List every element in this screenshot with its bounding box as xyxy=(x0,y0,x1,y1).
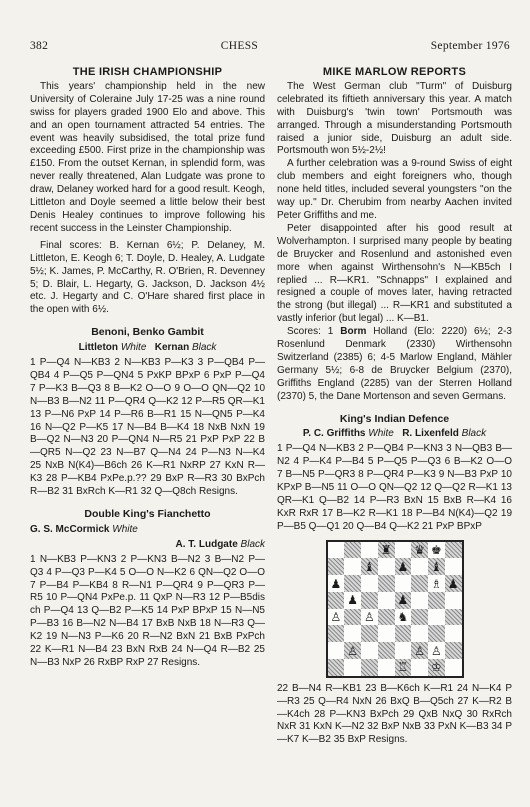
irish-paragraph-1: This years' championship held in the new University of Coleraine July 17-25 was a nine round swiss for players graded 1900 Elo and above. This and an open tournament attracted 54 entries. The event was heavily subsidised, the total prize fund exceeding £500. First prize in the championship was £150. From the outset Kernan, in splendid form, was never really threatened, Alan Ludgate was prone to draw, Delaney worked hard for a good result. Keogh, Littleton and Doyle seemed a little below their best Denis Healey continues to improve following his recent success in the Leinster Championship. xyxy=(30,80,265,234)
chessboard xyxy=(326,540,464,678)
chess-piece-icon: ♟ xyxy=(447,576,459,591)
chess-piece-icon: ♙ xyxy=(330,610,342,625)
board-square xyxy=(411,625,428,642)
game2-white-line xyxy=(30,524,265,537)
board-square xyxy=(328,625,345,642)
chess-piece-icon: ♙ xyxy=(414,643,425,658)
board-square xyxy=(445,558,462,575)
board-square xyxy=(428,575,445,592)
board-square xyxy=(344,575,361,592)
marlow-paragraph-2: A further celebration was a 9-round Swiss of eight club members and eight foreigners who, though none held titles, included several youngsters "on the way up." Dr. Cherubim from nearby Aachen invited Peter Griffiths and me. xyxy=(277,158,512,221)
board-square xyxy=(395,542,412,559)
game1-title: Benoni, Benko Gambit xyxy=(91,326,204,339)
board-square xyxy=(411,659,428,676)
board-square xyxy=(395,642,412,659)
irish-final-scores: Final scores: B. Kernan 6½; P. Delaney, M. Littleton, E. Keogh 6; T. Doyle, D. Healey, A. Ludgate 5½; K. James, P. McCarthy, R. O'Brien, R. Devenney 5; D. Blair, L. Hegarty, G. Jackson, D. Jackson 4½ etc. J. Hegarty and C. O'Hare shared first place in the open with 6½. xyxy=(30,239,265,316)
article-columns xyxy=(30,66,512,747)
left-column xyxy=(30,66,265,747)
board-square xyxy=(428,625,445,642)
board-square xyxy=(428,659,445,676)
chess-piece-icon: ♟ xyxy=(347,593,358,608)
board-square xyxy=(411,575,428,592)
running-head xyxy=(30,40,512,52)
board-square xyxy=(411,558,428,575)
board-square xyxy=(328,542,345,559)
marlow-reports-title: MIKE MARLOW REPORTS xyxy=(322,66,467,78)
board-square xyxy=(395,625,412,642)
chess-piece-icon: ♔ xyxy=(430,660,442,675)
board-square xyxy=(411,642,428,659)
game2-black-label: Black xyxy=(240,538,265,550)
board-square xyxy=(445,592,462,609)
marlow-scores-lead: Scores: 1 xyxy=(287,326,341,338)
chess-piece-icon: ♙ xyxy=(363,610,375,625)
game1-moves: 1 P—Q4 N—KB3 2 N—KB3 P—K3 3 P—QB4 P—QB4 4 P—Q5 P—QN4 5 PxKP BPxP 6 PxP P—Q4 7 P—K3 B—Q3 8 B—K2 O—O 9 O—O QN—Q2 10 N—B3 B—N2 11 P—QR4 Q—K2 12 P—R5 QR—K1 13 P—N6 PxP 14 P—R6 B—R1 15 N—QN5 P—K4 16 N—Q2 P—K5 17 N—B4 B—K4 18 NxB NxN 19 B—Q2 N—N3 20 P—QN4 N—R5 21 PxP PxP 22 B—QR5 N—Q2 23 N—B7 Q—N4 24 P—N3 N—K4 25 NxB N(K4)—B6ch 26 K—R1 NxRP 27 KxN R—K3 28 P—KB4 PxPe.p.?? 29 BxP R—R3 30 BxPch R—B2 31 BxRch K—R1 32 Q—Q8ch Resigns. xyxy=(30,357,265,498)
game2-white-label: White xyxy=(112,523,138,535)
game3-title: King's Indian Defence xyxy=(339,412,450,425)
board-square xyxy=(328,609,345,626)
board-square xyxy=(344,558,361,575)
board-square xyxy=(361,642,378,659)
board-square xyxy=(445,642,462,659)
board-square xyxy=(361,659,378,676)
game3-players xyxy=(277,428,512,441)
board-square xyxy=(378,558,395,575)
board-square xyxy=(428,609,445,626)
board-square xyxy=(344,542,361,559)
game1-black-label: Black xyxy=(191,342,217,354)
chess-piece-icon: ♝ xyxy=(430,559,442,574)
board-square xyxy=(344,625,361,642)
board-square xyxy=(328,558,345,575)
board-square xyxy=(361,542,378,559)
issue-date: September 1976 xyxy=(430,40,510,52)
game3-white-player: P. C. Griffiths xyxy=(302,428,366,440)
board-square xyxy=(428,592,445,609)
board-square xyxy=(378,609,395,626)
board-square xyxy=(445,625,462,642)
chess-diagram xyxy=(277,540,512,678)
game3-moves-after-diagram: 22 B—N4 R—KB1 23 B—K6ch K—R1 24 N—K4 P—R3 25 Q—R4 NxN 26 BxQ B—Q5ch 27 K—R2 B—K4ch 28 P—KN3 BxPch 29 QxB NxQ 30 RxRch NxR 31 KxN K—N2 32 BxP NxB 33 PxN K—B3 34 P—K7 K—B2 35 BxP Resigns. xyxy=(277,682,512,746)
marlow-paragraph-3: Peter disappointed after his good result at Wolverhampton. I surprised many people by beating de Bruycker and Rosenlund and astonished even more when against Wirthensohn's N—KB5ch I replied ... R—KR1. "Schnapps" I explained and resigned a couple of moves later, having retracted the strong (but illegal) ... R—KR1 and substituted a vastly inferior (but legal) ... K—B1. xyxy=(277,222,512,325)
chess-piece-icon: ♚ xyxy=(430,543,442,558)
chess-piece-icon: ♙ xyxy=(430,643,442,658)
game2-title: Double King's Fianchetto xyxy=(84,508,211,520)
board-square xyxy=(428,542,445,559)
marlow-paragraph-1: The West German club "Turm" of Duisburg celebrated its fiftieth anniversary this year. A match with Duisburg's 'twin town' Portsmouth was arranged. Through a misunderstanding Portsmouth raised a junior side, Duisburg an adult side. Portsmouth won 5½-2½! xyxy=(277,80,512,157)
page-number: 382 xyxy=(30,40,49,52)
marlow-scores-rest: Holland (Elo: 2220) 6½; 2-3 Rosenlund Denmark (2330) Wirthensohn Switzerland (2385) 6; 4-5 Marlow England, Mähler Germany 5½; 6-8 de Bruycker Belgium (2370), Griffiths England (2285) van der Sterren Holland (2370) 5, the Dane Mortenson and seven Germans. xyxy=(277,326,512,402)
board-square xyxy=(361,625,378,642)
board-square xyxy=(428,558,445,575)
marlow-scores-winner: Borm xyxy=(340,326,367,338)
game3-moves-before-diagram: 1 P—Q4 N—KB3 2 P—QB4 P—KN3 3 N—QB3 B—N2 4 P—K4 P—B4 5 P—Q5 P—Q3 6 B—K2 O—O 7 B—N5 P—QR3 8 P—QR4 P—K3 9 N—B3 PxP 10 KPxP B—N5 11 O—O QN—Q2 12 Q—Q2 R—K1 13 QR—K1 Q—B2 14 P—R3 BxN 15 BxB R—K4 16 KxR RxR 17 B—K2 R—K1 18 P—B4 N(K4)—Q2 19 P—B5 Q—Q1 20 Q—B4 Q—K2 21 PxP BPxP xyxy=(277,443,512,532)
game3-black-label: Black xyxy=(461,428,487,440)
chess-piece-icon: ♞ xyxy=(397,610,409,625)
board-square xyxy=(328,659,345,676)
board-square xyxy=(328,592,345,609)
chess-piece-icon: ♟ xyxy=(330,576,342,591)
board-square xyxy=(361,558,378,575)
board-square xyxy=(428,642,445,659)
game2-moves: 1 N—KB3 P—KN3 2 P—KN3 B—N2 3 B—N2 P—Q3 4 P—Q3 P—K4 5 O—O N—K2 6 QN—Q2 O—O 7 P—B4 P—KB4 8 R—N1 P—QR4 9 P—QR3 P—R5 10 P—QN4 PxPe.p. 11 QxP N—R3 12 P—B5dis ch P—Q4 13 Q—B2 P—K5 14 PxP BPxP 15 N—N5 P—B3 16 B—N2 N—B4 17 BxB NxB 18 N—R3 Q—K2 19 N—N3 P—K6 20 R—N2 BxN 21 BxB PxPch 22 K—R1 N—B4 23 BxN RxB 24 N—Q4 R—B2 25 N—B3 NxP 26 RxBP RxP 27 Resigns. xyxy=(30,553,265,668)
board-square xyxy=(361,575,378,592)
game1-white-player: Littleton xyxy=(78,342,119,354)
board-square xyxy=(361,592,378,609)
board-square xyxy=(411,542,428,559)
board-square xyxy=(344,659,361,676)
board-square xyxy=(395,659,412,676)
chess-piece-icon: ♛ xyxy=(414,543,425,558)
board-square xyxy=(344,642,361,659)
game2-black-line xyxy=(30,539,265,552)
board-square xyxy=(344,609,361,626)
board-square xyxy=(411,609,428,626)
board-square xyxy=(395,592,412,609)
chess-piece-icon: ♝ xyxy=(363,559,375,574)
magazine-name: CHESS xyxy=(220,40,259,52)
board-square xyxy=(445,542,462,559)
board-square xyxy=(411,592,428,609)
board-square xyxy=(395,558,412,575)
chess-piece-icon: ♟ xyxy=(397,593,409,608)
game1-white-label: White xyxy=(120,342,147,354)
board-square xyxy=(378,592,395,609)
irish-championship-title: THE IRISH CHAMPIONSHIP xyxy=(72,66,223,78)
board-square xyxy=(328,575,345,592)
board-square xyxy=(378,625,395,642)
marlow-scores xyxy=(277,326,512,403)
game2-black-player: A. T. Ludgate xyxy=(175,538,238,550)
chess-piece-icon: ♙ xyxy=(347,643,358,658)
board-square xyxy=(378,542,395,559)
board-square xyxy=(395,575,412,592)
board-square xyxy=(378,659,395,676)
chess-piece-icon: ♟ xyxy=(397,559,409,574)
chess-piece-icon: ♗ xyxy=(430,576,442,591)
board-square xyxy=(445,609,462,626)
right-column xyxy=(277,66,512,747)
chess-piece-icon: ♜ xyxy=(380,543,392,558)
game3-white-label: White xyxy=(368,428,394,440)
game1-players xyxy=(30,342,265,355)
board-square xyxy=(378,575,395,592)
board-square xyxy=(395,609,412,626)
chess-piece-icon: ♖ xyxy=(397,660,409,675)
board-square xyxy=(445,659,462,676)
game2-white-player: G. S. McCormick xyxy=(30,523,110,535)
game1-black-player: Kernan xyxy=(154,342,190,354)
board-square xyxy=(361,609,378,626)
board-square xyxy=(344,592,361,609)
board-square xyxy=(445,575,462,592)
game3-black-player: R. Lixenfeld xyxy=(402,428,459,440)
board-square xyxy=(378,642,395,659)
board-square xyxy=(328,642,345,659)
